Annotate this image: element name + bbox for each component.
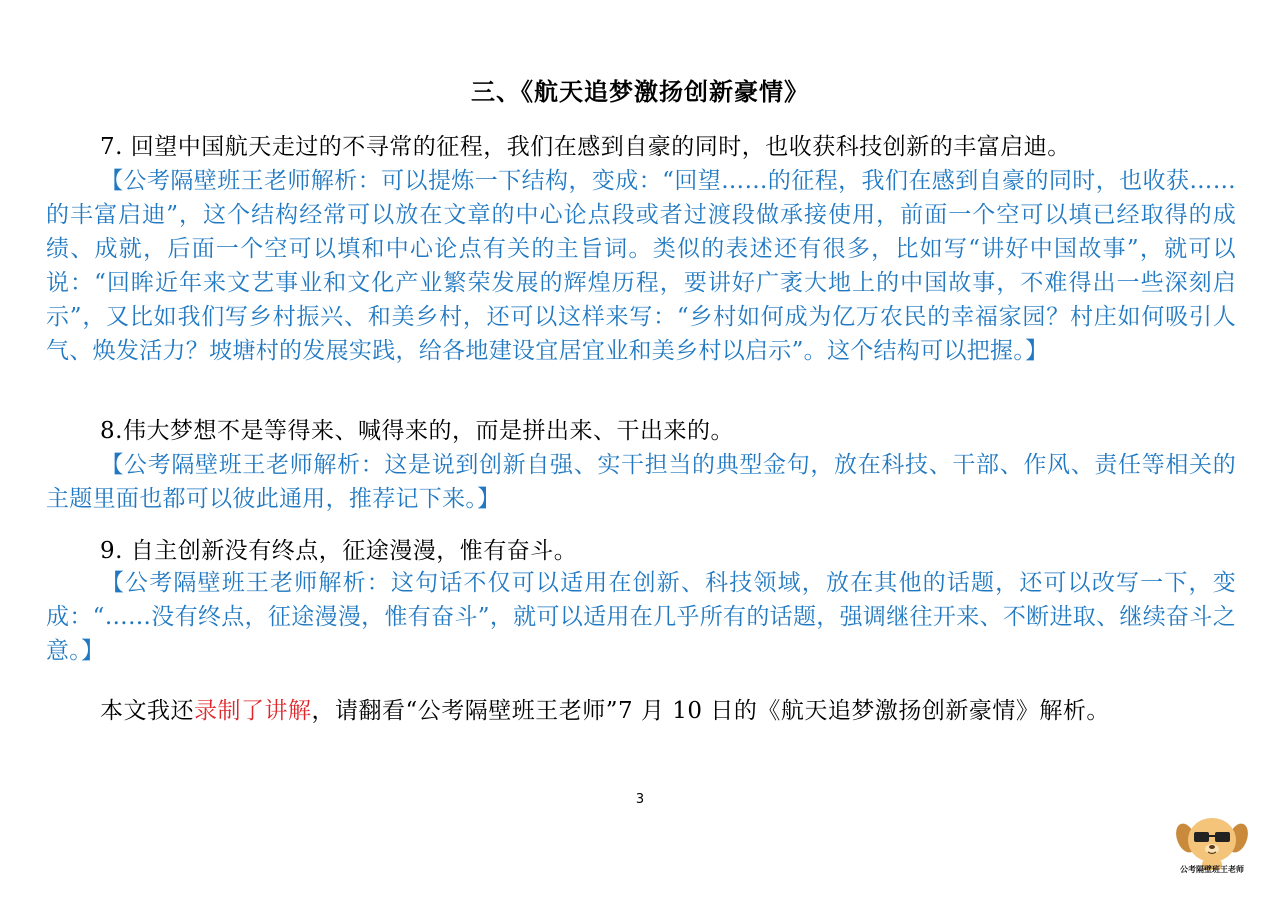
quote-sentence-8-text: 8.伟大梦想不是等得来、喊得来的，而是拼出来、干出来的。	[100, 418, 734, 444]
section-title: 三、《航天追梦激扬创新豪情》	[471, 78, 809, 106]
footer-note-before: 本文我还	[100, 698, 194, 724]
page-number: 3	[635, 792, 645, 807]
quote-sentence-7-text: 7. 回望中国航天走过的不寻常的征程，我们在感到自豪的同时，也收获科技创新的丰富启迪。	[100, 134, 1071, 160]
footer-note-highlight: 录制了讲解	[194, 698, 312, 724]
analysis-7	[46, 164, 1236, 368]
footer-note-after: ，请翻看“公考隔壁班王老师”7 月 10 日的《航天追梦激扬创新豪情》解析。	[311, 698, 1110, 724]
footer-note	[46, 694, 1236, 728]
analysis-8-text: 【公考隔壁班王老师解析：这是说到创新自强、实干担当的典型金句，放在科技、干部、作风、责任等相关的主题里面也都可以彼此通用，推荐记下来。】	[46, 452, 1236, 512]
analysis-9	[46, 566, 1236, 668]
analysis-8	[46, 448, 1236, 516]
quote-sentence-7	[46, 130, 1236, 164]
quote-sentence-9-text: 9. 自主创新没有终点，征途漫漫，惟有奋斗。	[100, 538, 578, 564]
quote-sentence-9	[46, 534, 1236, 568]
analysis-7-text: 【公考隔壁班王老师解析：可以提炼一下结构，变成：“回望……的征程，我们在感到自豪的同时，也收获……的丰富启迪”，这个结构经常可以放在文章的中心论点段或者过渡段做承接使用，前面一个空可以填已经取得的成绩、成就，后面一个空可以填和中心论点有关的主旨词。类似的表述还有很多，比如写“讲好中国故事”，就可以说：“回眸近年来文艺事业和文化产业繁荣发展的辉煌历程，要讲好广袤大地上的中国故事，不难得出一些深刻启示”，又比如我们写乡村振兴、和美乡村，还可以这样来写：“乡村如何成为亿万农民的幸福家园？村庄如何吸引人气、焕发活力？坡塘村的发展实践，给各地建设宜居宜业和美乡村以启示”。这个结构可以把握。】	[46, 168, 1236, 364]
quote-sentence-8	[46, 414, 1236, 448]
logo-caption: 公考隔壁班王老师	[1180, 865, 1244, 874]
analysis-9-text: 【公考隔壁班王老师解析：这句话不仅可以适用在创新、科技领域，放在其他的话题，还可以改写一下，变成：“……没有终点，征途漫漫，惟有奋斗”，就可以适用在几乎所有的话题，强调继往开来、不断进取、继续奋斗之意。】	[46, 570, 1236, 664]
